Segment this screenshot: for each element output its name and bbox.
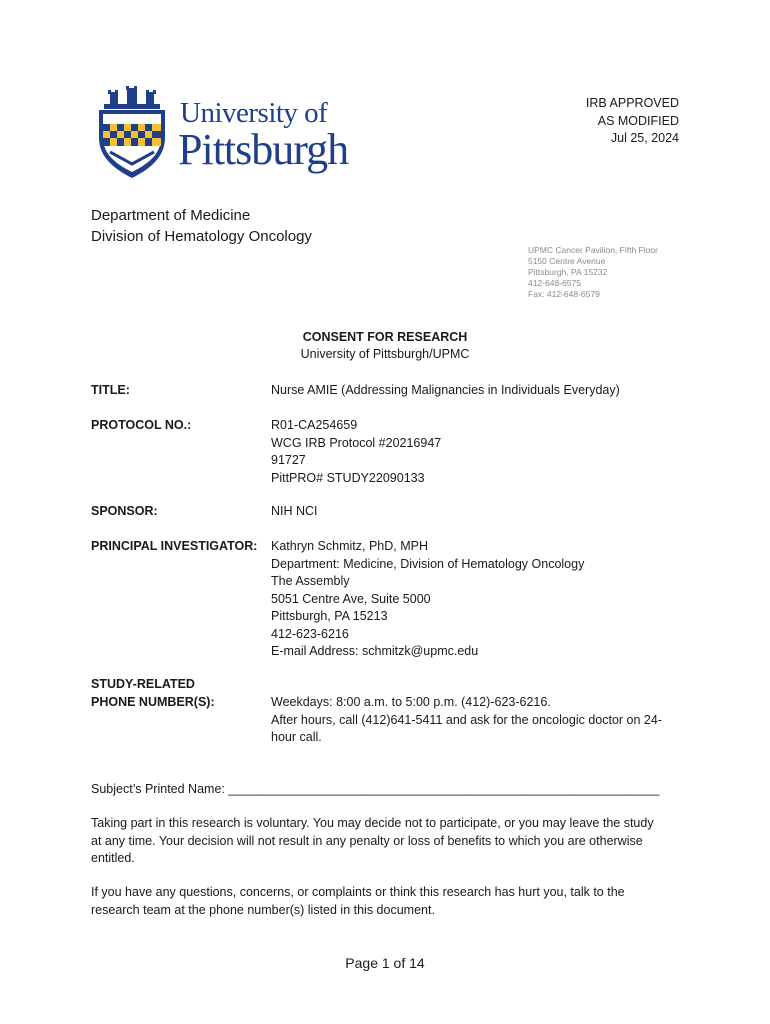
page-number: Page 1 of 14 [345,955,425,971]
consent-title: CONSENT FOR RESEARCH [302,330,468,344]
phone-label: STUDY-RELATED PHONE NUMBER(S): [91,677,215,709]
logo-text-pittsburgh: Pittsburgh [178,125,349,174]
title-value: Nurse AMIE (Addressing Malignancies in Individuals Everyday) [271,383,620,397]
irb-approval-stamp: IRB APPROVED AS MODIFIED Jul 25, 2024 [585,96,679,145]
protocol-label: PROTOCOL NO.: [91,418,192,432]
questions-paragraph: If you have any questions, concerns, or complaints or think this research has hurt you, talk to the research team at the phone number(s) listed in this document. [91,885,625,917]
department-address: UPMC Cancer Pavilion, Fifth Floor 5150 Centre Avenue Pittsburgh, PA 15232 412-648-6575 Fax: 412-648-6579 [528,245,658,299]
pi-label: PRINCIPAL INVESTIGATOR: [91,539,258,553]
sponsor-value: NIH NCI [271,504,318,518]
pi-value: Kathryn Schmitz, PhD, MPH Department: Medicine, Division of Hematology Oncology The Assembly 5051 Centre Ave, Suite 5000 Pittsburgh, PA 15213 412-623-6216 E-mail Address: schmitzk@upmc.edu [271,539,585,658]
protocol-value: R01-CA254659 WCG IRB Protocol #20216947 91727 PittPRO# STUDY22090133 [271,418,442,485]
subject-name-field: Subject’s Printed Name: ______________________________________________________________ [91,782,660,796]
title-label: TITLE: [91,383,130,397]
logo-text-university-of: University of [180,97,328,129]
consent-subtitle: University of Pittsburgh/UPMC [300,347,470,361]
voluntary-paragraph: Taking part in this research is voluntary. You may decide not to participate, or you may leave the study at any time. Your decision will not result in any penalty or loss of benefits to which you are otherwise entitled. [91,816,654,865]
university-shield-logo [96,86,168,180]
department-heading: Department of Medicine Division of Hematology Oncology [91,207,312,245]
phone-value: Weekdays: 8:00 a.m. to 5:00 p.m. (412)-623-6216. After hours, call (412)641-5411 and ask for the oncologic doctor on 24- hour call. [271,695,662,744]
sponsor-label: SPONSOR: [91,504,158,518]
